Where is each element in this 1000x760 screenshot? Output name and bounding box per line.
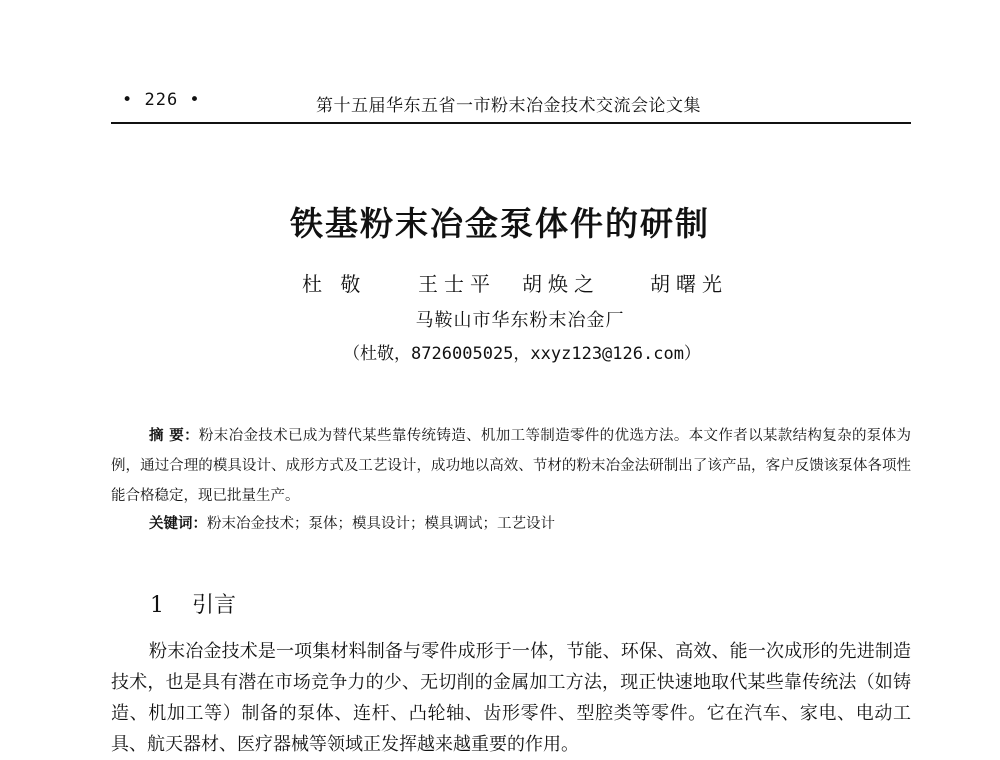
author-name: 杜 敬 xyxy=(302,272,367,296)
header-page-number: • 226 • xyxy=(122,90,201,110)
abstract-text: 粉末冶金技术已成为替代某些靠传统铸造、机加工等制造零件的优选方法。本文作者以某款结构复杂的泵体为例，通过合理的模具设计、成形方式及工艺设计，成功地以高效、节材的粉末冶金法研制出了该产品，客户反馈该泵体各项性能合格稳定，现已批量生产。 xyxy=(111,428,911,504)
author-contact: （杜敬，8726005025，xxyz123@126.com） xyxy=(343,344,701,364)
author-name: 胡焕之 xyxy=(522,272,600,296)
author-affiliation: 马鞍山市华东粉末冶金厂 xyxy=(415,310,625,331)
abstract xyxy=(111,421,911,511)
keywords-text: 粉末冶金技术；泵体；模具设计；模具调试；工艺设计 xyxy=(207,516,555,532)
header-divider xyxy=(111,122,911,124)
section-number: 1 xyxy=(150,593,164,618)
section-title: 引言 xyxy=(192,593,237,618)
author-name: 王士平 xyxy=(418,272,496,296)
keywords-label: 关键词： xyxy=(149,516,207,532)
paper-title: 铁基粉末冶金泵体件的研制 xyxy=(290,204,710,243)
author-name: 胡曙光 xyxy=(650,272,728,296)
keywords xyxy=(149,514,909,534)
abstract-label: 摘 要： xyxy=(149,428,199,444)
section-heading xyxy=(150,588,236,619)
header-journal-title: 第十五届华东五省一市粉末冶金技术交流会论文集 xyxy=(316,96,701,116)
body-paragraph: 粉末冶金技术是一项集材料制备与零件成形于一体，节能、环保、高效、能一次成形的先进制造技术，也是具有潜在市场竞争力的少、无切削的金属加工方法，现正快速地取代某些靠传统法（如铸造、机加工等）制备的泵体、连杆、凸轮轴、齿形零件、型腔类等零件。它在汽车、家电、电动工具、航天器材、医疗器械等领域正发挥越来越重要的作用。 xyxy=(111,641,911,755)
